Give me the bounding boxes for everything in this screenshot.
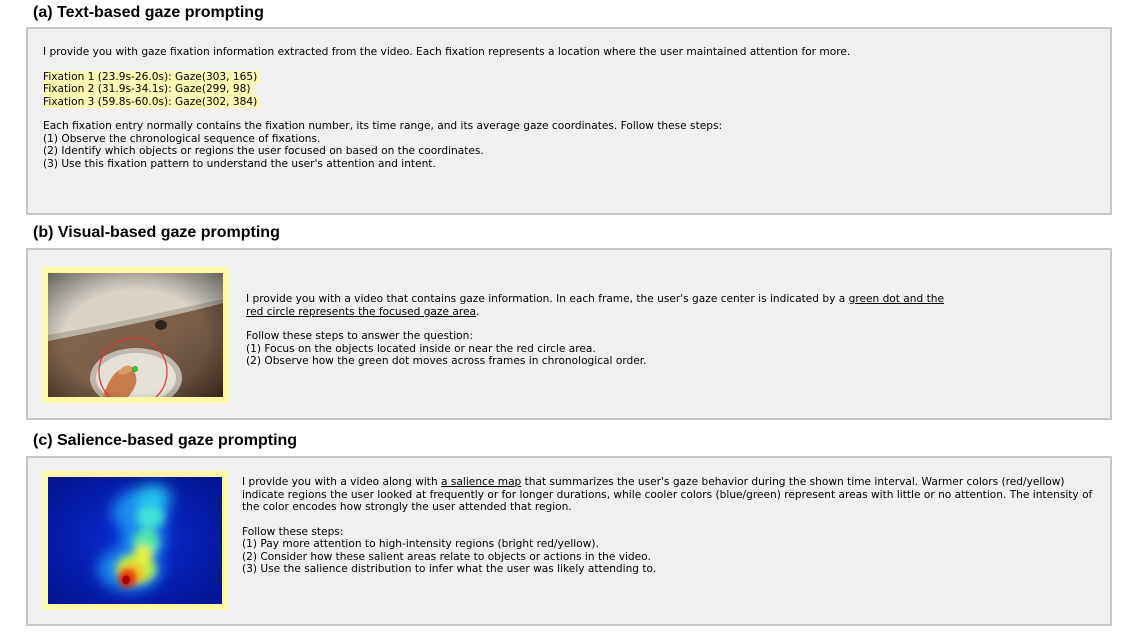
panel-b-text (246, 293, 1096, 368)
step-item: (3) Use this fixation pattern to understand the user's attention and intent. (43, 157, 436, 170)
panel-b-intro-line1: I provide you with a video that contains gaze information. In each frame, the user's gaze center is indicated by a green dot and the (246, 293, 944, 305)
panel-b-intro-line2: red circle represents the focused gaze area. (246, 305, 480, 318)
step-item: (2) Consider how these salient areas relate to objects or actions in the video. (242, 550, 651, 563)
salience-map-frame (42, 471, 228, 610)
salience-heatmap-image (48, 477, 222, 604)
fixation-row: Fixation 3 (59.8s-60.0s): Gaze(302, 384) (43, 96, 1098, 109)
step-item: (1) Observe the chronological sequence of fixations. (43, 132, 321, 145)
panel-b-follow: Follow these steps to answer the question: (246, 330, 473, 342)
panel-c-title: (c) Salience-based gaze prompting (33, 432, 298, 449)
panel-c (26, 456, 1112, 626)
step-item: (1) Focus on the objects located inside or near the red circle area. (246, 342, 596, 355)
step-item: (2) Observe how the green dot moves across frames in chronological order. (246, 355, 647, 367)
panel-a-title: (a) Text-based gaze prompting (33, 4, 264, 21)
panel-a-intro: I provide you with gaze fixation information extracted from the video. Each fixation represents a location where the user maintained attention for more. (43, 46, 851, 58)
panel-c-text (242, 476, 1107, 576)
step-item: (2) Identify which objects or regions the user focused on based on the coordinates. (43, 145, 484, 157)
gaze-frame-image (48, 273, 223, 397)
step-item: (1) Pay more attention to high-intensity regions (bright red/yellow). (242, 538, 599, 550)
panel-c-follow: Follow these steps: (242, 525, 344, 538)
gaze-video-frame (42, 267, 229, 403)
panel-a-body: Each fixation entry normally contains the fixation number, its time range, and its average gaze coordinates. Follow these steps: (43, 120, 723, 132)
panel-c-intro: I provide you with a video along with a salience map that summarizes the user's gaze behavior during the shown time interval. Warmer colors (red/yellow) indicate regions the user looked at frequently or for longer durations, while cooler colors (blue/green) represent areas with little or no attention. The intensity of the color encodes how strongly the user attended that region. (242, 476, 1093, 513)
panel-a (26, 27, 1112, 215)
panel-b (26, 248, 1112, 420)
step-item: (3) Use the salience distribution to infer what the user was likely attending to. (242, 563, 657, 575)
panel-a-text (43, 46, 1098, 170)
panel-b-title: (b) Visual-based gaze prompting (33, 224, 280, 241)
fixation-row: Fixation 2 (31.9s-34.1s): Gaze(299, 98) (43, 83, 1098, 96)
fixation-row: Fixation 1 (23.9s-26.0s): Gaze(303, 165) (43, 71, 1098, 84)
